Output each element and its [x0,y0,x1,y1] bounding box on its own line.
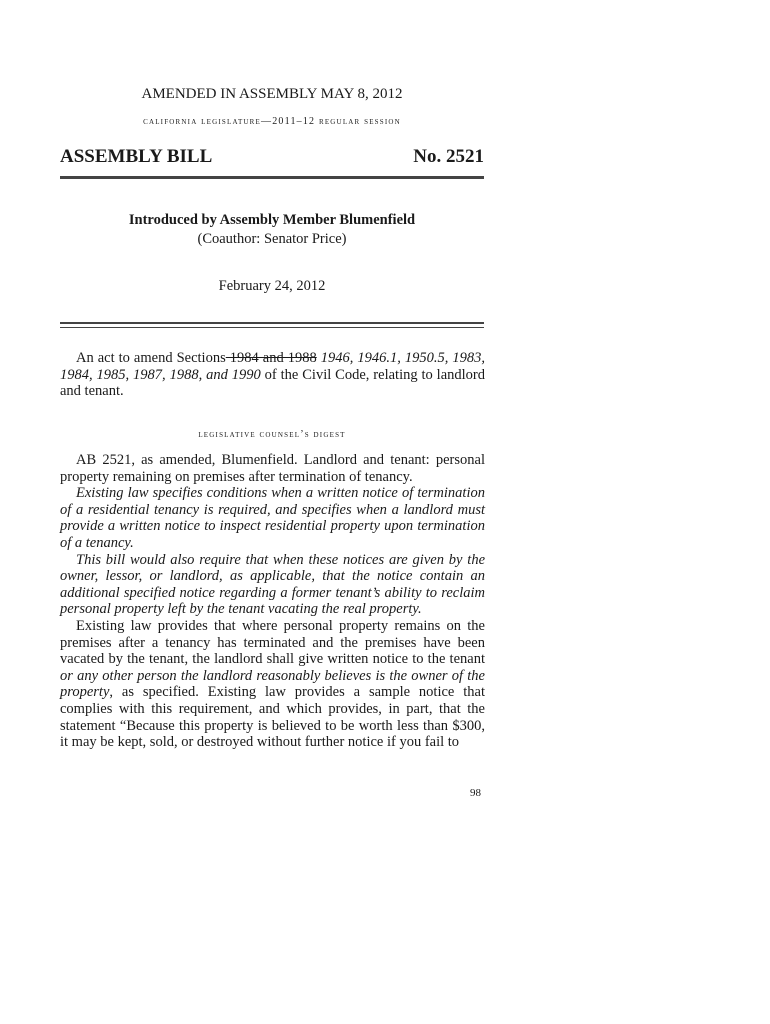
digest-text: , as specified. Existing law provides a sample notice that complies with this requirement, and which provides, in part, that the statement “Because this property is believed to be worth less than $300, it may be kept, sold, or destroyed without further notice if you fail to [60,684,485,751]
digest-heading: legislative counsel’s digest [198,429,346,440]
header-rule [60,176,484,179]
coauthor: (Coauthor: Senator Price) [197,231,347,247]
page-number: 98 [470,787,481,799]
amended-line: AMENDED IN ASSEMBLY MAY 8, 2012 [141,86,403,102]
act-title [60,350,485,400]
digest-text: Existing law provides that where personal property remains on the premises after a tenancy has terminated and the premises have been vacated by the tenant, the landlord shall give written notice to the tenant [60,617,485,668]
digest-body [60,452,485,751]
struck-text: 1984 and 1988 [225,350,317,366]
bill-number: No. 2521 [413,146,484,167]
introduced-date: February 24, 2012 [218,278,326,294]
introduced-by: Introduced by Assembly Member Blumenfield [128,212,416,228]
act-suffix: of the Civil Code, relating to landlord and tenant. [60,366,486,400]
inserted-text: 1946, 1946.1, 1950.5, 1983, 1984, 1985, 1987, 1988, and 1990 [60,350,486,383]
inserted-text: or any other person the landlord reasonably believes is the owner of the property [60,667,485,701]
digest-paragraph: Existing law specifies conditions when a written notice of termination of a residential tenancy is required, and specifies when a landlord must provide a written notice to inspect residential property upon termination of a tenancy. [60,485,485,551]
bill-title: ASSEMBLY BILL [60,146,213,167]
digest-paragraph [60,618,485,751]
digest-paragraph: AB 2521, as amended, Blumenfield. Landlord and tenant: personal property remaining on premises after termination of tenancy. [60,452,485,485]
act-prefix: An act to amend Sections [76,350,226,366]
double-rule-bottom [60,327,484,328]
session-line: california legislature—2011–12 regular session [143,116,401,127]
digest-paragraph: This bill would also require that when these notices are given by the owner, lessor, or landlord, as applicable, that the notice contain an additional specified notice regarding a former tenant’s ability to reclaim personal property left by the tenant vacating the real property. [60,551,485,618]
double-rule-top [60,322,484,324]
